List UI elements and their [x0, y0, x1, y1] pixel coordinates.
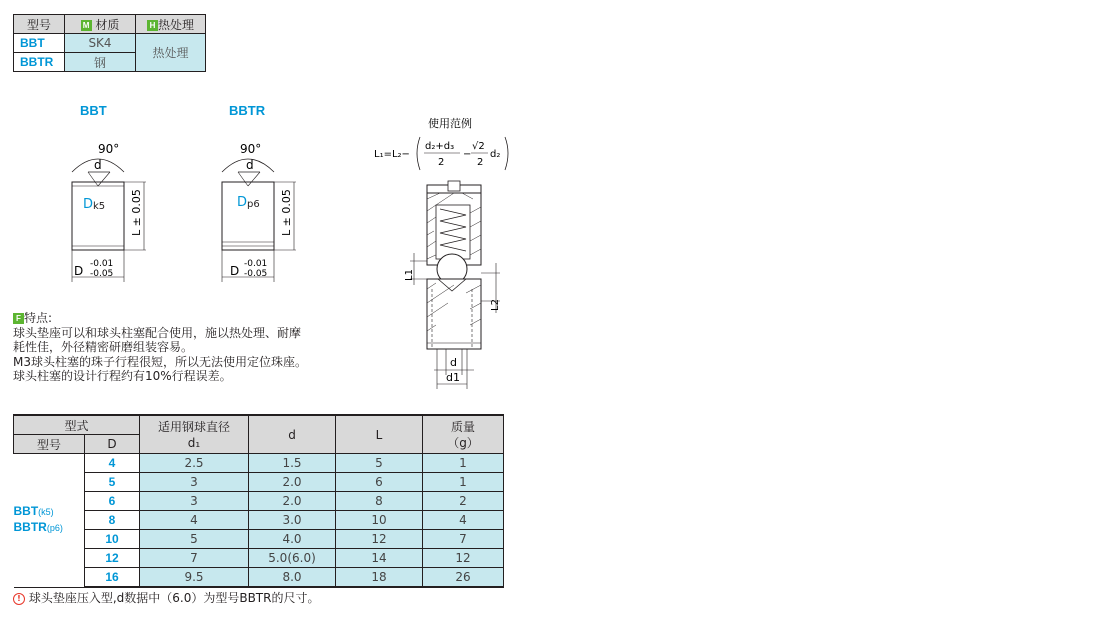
- table-row-D: 4: [85, 454, 140, 473]
- material-row-model: BBTR: [14, 53, 65, 72]
- material-row-model: BBT: [14, 34, 65, 53]
- table-row-mass: 1: [423, 473, 504, 492]
- bbtr-d-label: d: [246, 158, 254, 172]
- table-row-D: 10: [85, 530, 140, 549]
- bbtr-D: D: [237, 195, 248, 210]
- usage-d1: d1: [446, 371, 460, 384]
- header-type: 型式: [14, 415, 140, 435]
- material-table: [13, 14, 206, 72]
- usage-num2: √2: [472, 141, 485, 152]
- bbtr-D-dim: D: [230, 264, 240, 278]
- header-material: M 材质: [65, 15, 136, 34]
- material-heat-value: 热处理: [136, 34, 206, 72]
- table-row-mass: 26: [423, 568, 504, 588]
- spec-model-bbt: BBT(k5): [13, 504, 54, 519]
- bbt-d-label: d: [94, 158, 102, 172]
- features-badge-icon: F: [13, 313, 24, 324]
- bbt-D-sub: k5: [93, 201, 106, 212]
- bbt-L-label: L ± 0.05: [130, 189, 143, 236]
- spec-table: [13, 414, 504, 588]
- bbtr-title: BBTR: [229, 103, 266, 118]
- spec-model-bbtr: BBTR(p6): [13, 520, 63, 535]
- table-row-d1: 7: [140, 549, 249, 568]
- table-row-mass: 7: [423, 530, 504, 549]
- features-line: M3球头柱塞的珠子行程很短，所以无法使用定位珠座。: [13, 354, 307, 369]
- table-row-d1: 2.5: [140, 454, 249, 473]
- table-row-D: 6: [85, 492, 140, 511]
- svg-text:−: −: [463, 149, 472, 160]
- table-row-d: 4.0: [249, 530, 336, 549]
- bbtr-angle: 90°: [240, 142, 262, 156]
- table-row-d: 3.0: [249, 511, 336, 530]
- table-row-L: 10: [336, 511, 423, 530]
- header-heat: H 热处理: [136, 15, 206, 34]
- table-row-d1: 3: [140, 492, 249, 511]
- heat-badge-icon: H: [147, 20, 158, 31]
- table-row-d1: 3: [140, 473, 249, 492]
- bbtr-D-sub: p6: [247, 199, 260, 210]
- table-row-L: 12: [336, 530, 423, 549]
- bbtr-drawing: [210, 132, 320, 282]
- table-row-L: 5: [336, 454, 423, 473]
- table-row-mass: 1: [423, 454, 504, 473]
- table-row-d: 5.0(6.0): [249, 549, 336, 568]
- bbt-tol-upper: -0.01: [90, 259, 114, 269]
- features-line: 球头柱塞的设计行程约有10%行程误差。: [13, 369, 232, 383]
- bbt-D: D: [83, 197, 94, 212]
- usage-L1: L1: [404, 269, 415, 281]
- usage-num1: d₂+d₃: [425, 141, 455, 152]
- features-line: 耗性佳，外径精密研磨组装容易。: [13, 340, 194, 354]
- table-row-D: 16: [85, 568, 140, 588]
- features-line: 球头垫座可以和球头柱塞配合使用，施以热处理、耐摩: [13, 325, 302, 340]
- table-row-L: 14: [336, 549, 423, 568]
- usage-den1: 2: [438, 157, 445, 168]
- table-row-L: 18: [336, 568, 423, 588]
- header-D: D: [85, 435, 140, 454]
- bbtr-L-label: L ± 0.05: [280, 189, 293, 236]
- usage-title: 使用范例: [428, 117, 472, 130]
- table-row-d1: 5: [140, 530, 249, 549]
- footnote: [13, 589, 319, 606]
- table-row-D: 5: [85, 473, 140, 492]
- bbt-title: BBT: [80, 103, 107, 118]
- material-badge-icon: M: [81, 20, 92, 31]
- bbt-drawing: [60, 132, 170, 282]
- footnote-text: 球头垫座压入型,d数据中（6.0）为型号BBTR的尺寸。: [28, 591, 320, 605]
- bbtr-tol-upper: -0.01: [244, 259, 268, 269]
- table-row-L: 8: [336, 492, 423, 511]
- header-model: 型号: [14, 435, 85, 454]
- usage-L2: L2: [490, 299, 501, 311]
- table-row-L: 6: [336, 473, 423, 492]
- warning-icon: !: [13, 593, 25, 605]
- features-block: [13, 311, 307, 384]
- bbt-D-dim: D: [74, 264, 84, 278]
- bbtr-tol-lower: -0.05: [244, 269, 268, 279]
- table-row-d1: 9.5: [140, 568, 249, 588]
- table-row-mass: 12: [423, 549, 504, 568]
- usage-d: d: [450, 356, 457, 369]
- usage-d2: d₂: [490, 149, 501, 160]
- table-row-d: 2.0: [249, 473, 336, 492]
- spec-model-cell: [14, 454, 85, 588]
- usage-formula-lhs: L₁=L₂−: [374, 149, 410, 160]
- table-row-d: 8.0: [249, 568, 336, 588]
- usage-den2: 2: [477, 157, 484, 168]
- table-row-D: 8: [85, 511, 140, 530]
- header-model: 型号: [14, 15, 65, 34]
- features-title: 特点:: [24, 311, 53, 325]
- table-row-d: 2.0: [249, 492, 336, 511]
- table-row-mass: 4: [423, 511, 504, 530]
- material-row-material: 钢: [65, 53, 136, 72]
- header-mass: 质量 （g）: [423, 415, 504, 454]
- usage-example-drawing: [370, 113, 520, 393]
- bbt-angle: 90°: [98, 142, 120, 156]
- table-row-d: 1.5: [249, 454, 336, 473]
- table-row-d1: 4: [140, 511, 249, 530]
- bbt-tol-lower: -0.05: [90, 269, 114, 279]
- header-ball-diameter: 适用钢球直径 d₁: [140, 415, 249, 454]
- table-row-mass: 2: [423, 492, 504, 511]
- material-row-material: SK4: [65, 34, 136, 53]
- header-L: L: [336, 415, 423, 454]
- header-d: d: [249, 415, 336, 454]
- table-row-D: 12: [85, 549, 140, 568]
